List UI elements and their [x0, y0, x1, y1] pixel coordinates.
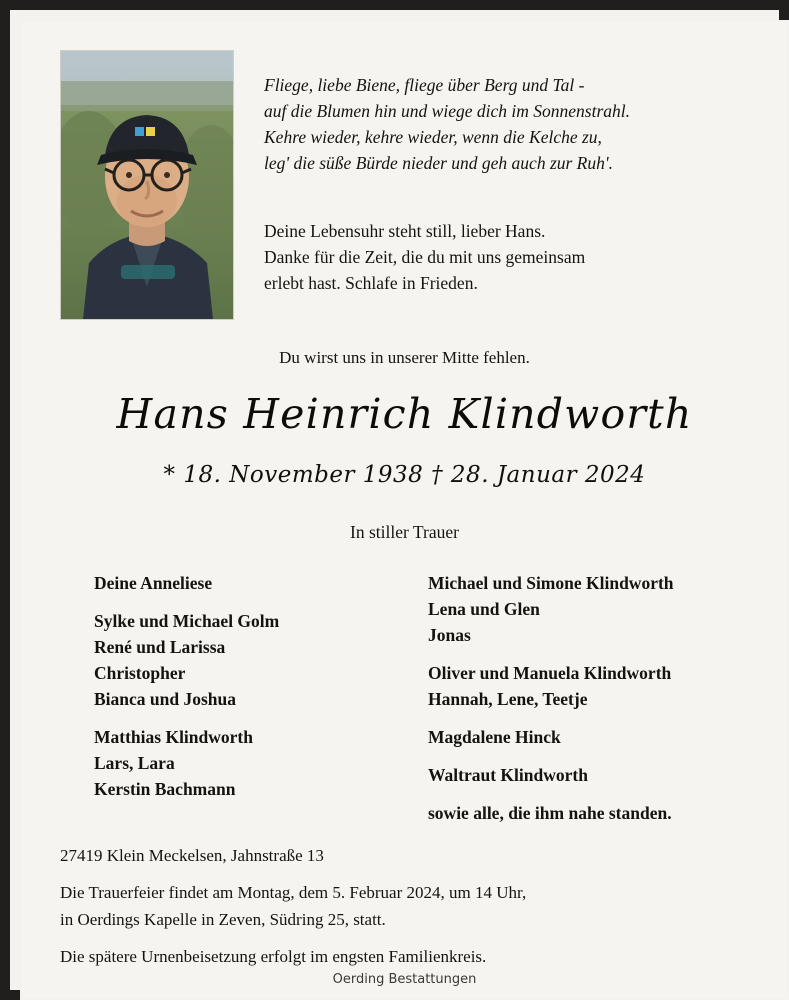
mourning-label: In stiller Trauer	[350, 522, 459, 542]
family-name: Waltraut Klindworth	[428, 765, 588, 785]
family-name: Hannah, Lene, Teetje	[428, 689, 588, 709]
portrait-photo	[60, 50, 234, 320]
family-name: Lena und Glen	[428, 599, 540, 619]
family-group	[428, 724, 768, 750]
family-name: Bianca und Joshua	[94, 689, 237, 709]
family-group	[428, 800, 768, 826]
personal-message	[264, 218, 764, 296]
family-name: Oliver und Manuela Klindworth	[428, 663, 672, 683]
birth-death-dates: * 18. November 1938 † 28. Januar 2024	[163, 462, 646, 488]
family-name: Kerstin Bachmann	[94, 779, 236, 799]
ceremony-line: in Oerdings Kapelle in Zeven, Südring 25, statt.	[60, 910, 386, 929]
message-line: Danke für die Zeit, die du mit uns gemeinsam	[264, 247, 586, 267]
poem-line: Fliege, liebe Biene, fliege über Berg und Tal -	[264, 75, 585, 95]
obituary-inner-frame	[20, 20, 789, 1000]
family-names	[22, 570, 787, 823]
family-group	[94, 724, 414, 802]
poem-line: leg' die süße Bürde nieder und geh auch zur Ruh'.	[264, 153, 613, 173]
family-name: Christopher	[94, 663, 186, 683]
funeral-home-name: Oerding Bestattungen	[332, 972, 477, 987]
family-column-left	[94, 570, 414, 802]
address-block	[60, 842, 760, 869]
message-line: Deine Lebensuhr steht still, lieber Hans.	[264, 221, 546, 241]
farewell-line: Du wirst uns in unserer Mitte fehlen.	[279, 348, 530, 367]
family-group	[94, 570, 414, 596]
burial-line: Die spätere Urnenbeisetzung erfolgt im engsten Familienkreis.	[60, 947, 487, 966]
family-name: Sylke und Michael Golm	[94, 611, 280, 631]
family-name: Lars, Lara	[94, 753, 175, 773]
poem-quote	[264, 72, 744, 176]
poem-line: auf die Blumen hin und wiege dich im Sonnenstrahl.	[264, 101, 630, 121]
poem-line: Kehre wieder, kehre wieder, wenn die Kelche zu,	[264, 127, 602, 147]
message-line: erlebt hast. Schlafe in Frieden.	[264, 273, 478, 293]
family-name: Matthias Klindworth	[94, 727, 253, 747]
family-name: sowie alle, die ihm nahe standen.	[428, 803, 672, 823]
family-group	[428, 570, 768, 648]
footer-details	[60, 842, 760, 970]
family-group	[428, 660, 768, 712]
obituary-sheet	[22, 22, 787, 998]
family-name: Michael und Simone Klindworth	[428, 573, 674, 593]
family-name: Jonas	[428, 625, 471, 645]
portrait-illustration	[61, 51, 233, 319]
ceremony-block	[60, 879, 760, 933]
family-name: Magdalene Hinck	[428, 727, 561, 747]
header-area	[22, 22, 787, 322]
address-line: 27419 Klein Meckelsen, Jahnstraße 13	[60, 846, 324, 865]
family-column-right	[428, 570, 768, 826]
family-group	[428, 762, 768, 788]
burial-block	[60, 943, 760, 970]
family-group	[94, 608, 414, 712]
family-name: Deine Anneliese	[94, 573, 213, 593]
deceased-name: Hans Heinrich Klindworth	[116, 390, 693, 438]
ceremony-line: Die Trauerfeier findet am Montag, dem 5. Februar 2024, um 14 Uhr,	[60, 883, 527, 902]
family-name: René und Larissa	[94, 637, 226, 657]
